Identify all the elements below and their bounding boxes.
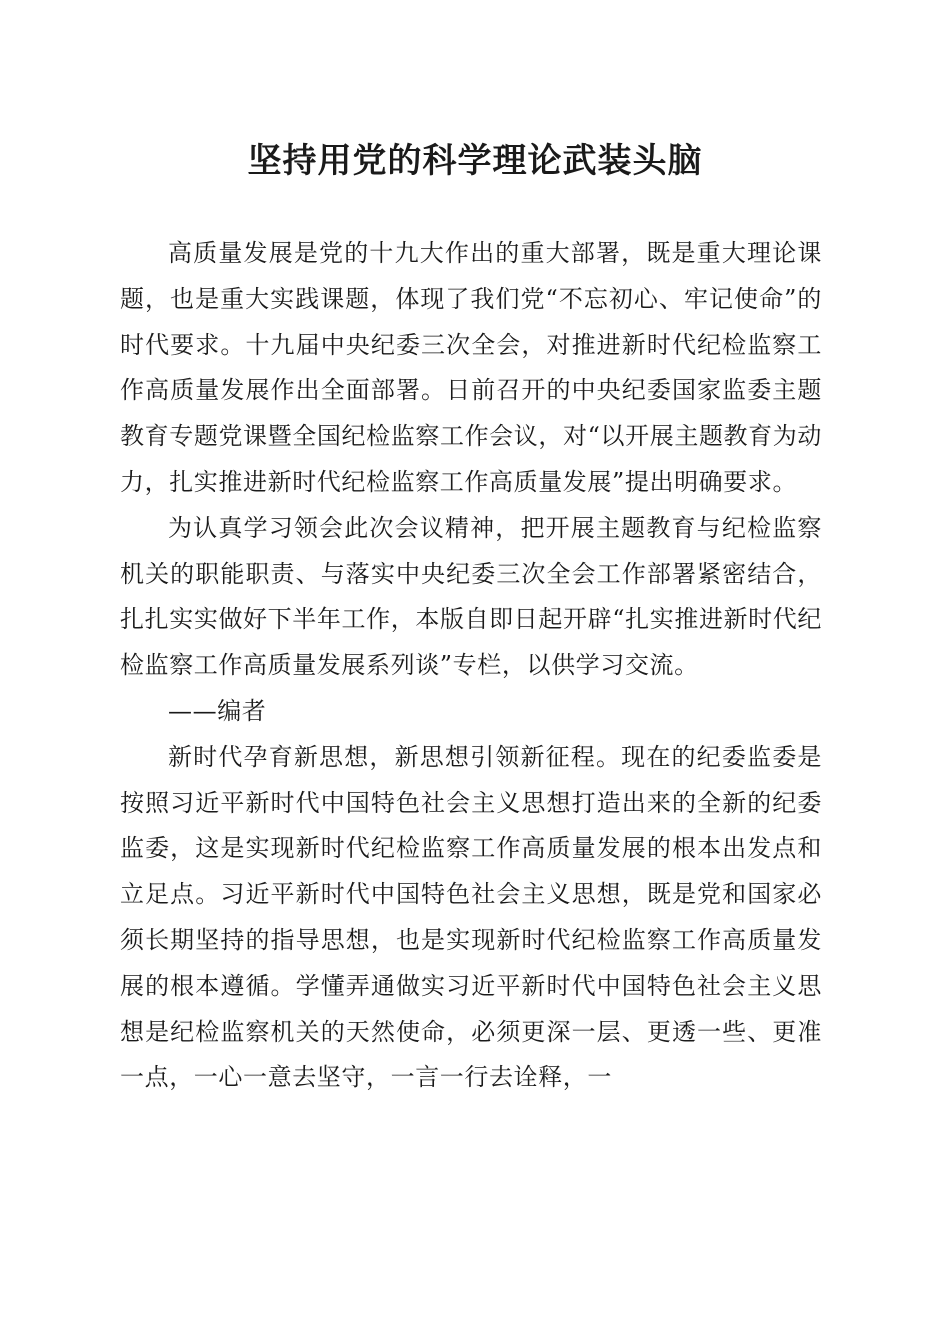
paragraph-intro: 高质量发展是党的十九大作出的重大部署，既是重大理论课题，也是重大实践课题，体现了我们党“不忘初心、牢记使命”的时代要求。十九届中央纪委三次全会，对推进新时代纪检监察工作高质量发展作出全面部署。日前召开的中央纪委国家监委主题教育专题党课暨全国纪检监察工作会议，对“以开展主题教育为动力，扎实推进新时代纪检监察工作高质量发展”提出明确要求。: [120, 239, 822, 496]
document-body: [120, 231, 822, 1101]
paragraph-main: 新时代孕育新思想，新思想引领新征程。现在的纪委监委是按照习近平新时代中国特色社会主义思想打造出来的全新的纪委监委，这是实现新时代纪检监察工作高质量发展的根本出发点和立足点。习近平新时代中国特色社会主义思想，既是党和国家必须长期坚持的指导思想，也是实现新时代纪检监察工作高质量发展的根本遵循。学懂弄通做实习近平新时代中国特色社会主义思想是纪检监察机关的天然使命，必须更深一层、更透一些、更准一点，一心一意去坚守，一言一行去诠释，一: [120, 742, 822, 1092]
document-title: 坚持用党的科学理论武装头脑: [247, 141, 703, 181]
paragraph-column-notice: 为认真学习领会此次会议精神，把开展主题教育与纪检监察机关的职能职责、与落实中央纪委三次全会工作部署紧密结合，扎扎实实做好下半年工作，本版自即日起开辟“扎实推进新时代纪检监察工作高质量发展系列谈”专栏，以供学习交流。: [120, 513, 822, 680]
editor-signature: ——编者: [168, 696, 267, 725]
